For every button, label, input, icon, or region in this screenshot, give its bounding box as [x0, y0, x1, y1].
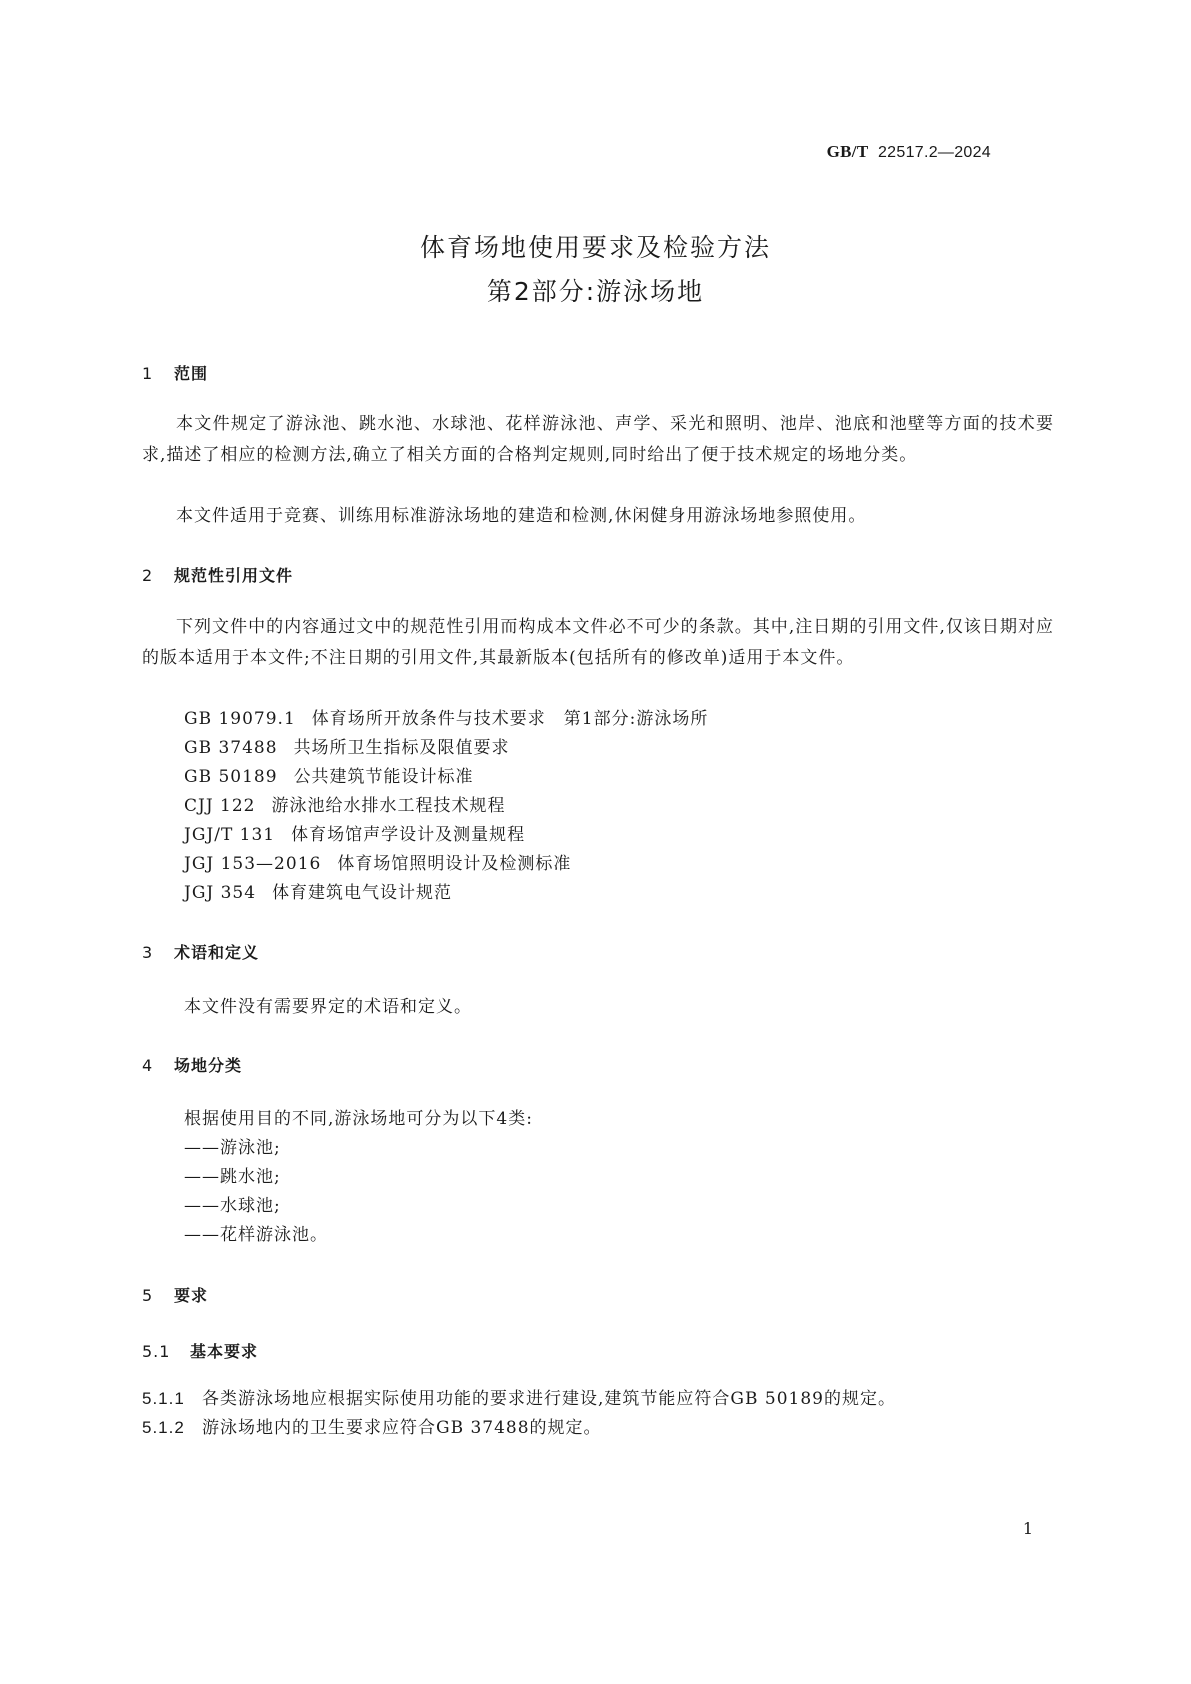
reference-code: JGJ 153—2016	[184, 854, 322, 874]
reference-title: 体育建筑电气设计规范	[272, 883, 453, 903]
clause-text: 游泳场地内的卫生要求应符合GB 37488的规定。	[202, 1418, 602, 1438]
list-item: ——跳水池;	[184, 1167, 281, 1187]
section-title: 场地分类	[174, 1056, 243, 1075]
standard-prefix: GB/T	[826, 142, 869, 161]
section-2-heading	[142, 563, 293, 586]
reference-item	[184, 791, 506, 816]
document-title: 体育场地使用要求及检验方法	[419, 233, 771, 262]
section-title: 范围	[174, 364, 209, 383]
section-number: 5	[142, 1286, 154, 1305]
section-title: 要求	[174, 1286, 209, 1305]
reference-title: 游泳池给水排水工程技术规程	[271, 796, 506, 816]
document-subtitle: 第2部分:游泳场地	[486, 277, 705, 306]
clause-text: 各类游泳场地应根据实际使用功能的要求进行建设,建筑节能应符合GB 50189的规定。	[202, 1389, 896, 1409]
section-title: 规范性引用文件	[174, 566, 294, 585]
section-5-heading	[142, 1283, 208, 1306]
clause-number: 5.1.2	[142, 1418, 185, 1437]
section-2-paragraph: 下列文件中的内容通过文中的规范性引用而构成本文件必不可少的条款。其中,注日期的引用文件,仅该日期对应的版本适用于本文件;不注日期的引用文件,其最新版本(包括所有的修改单)适用于本文件。	[142, 617, 1054, 668]
section-number: 1	[142, 364, 154, 383]
section-4-heading	[142, 1053, 242, 1076]
clause-number: 5.1.1	[142, 1389, 185, 1408]
page-number: 1	[1022, 1519, 1033, 1538]
reference-item	[184, 820, 525, 845]
reference-code: JGJ/T 131	[184, 825, 276, 845]
section-1-heading	[142, 361, 208, 384]
reference-item	[184, 878, 452, 903]
section-3-heading	[142, 940, 259, 963]
section-1-paragraph: 本文件适用于竞赛、训练用标准游泳场地的建造和检测,休闲健身用游泳场地参照使用。	[176, 506, 867, 526]
reference-item	[184, 849, 571, 874]
reference-title: 体育场馆声学设计及测量规程	[291, 825, 526, 845]
reference-item	[184, 762, 474, 787]
reference-code: JGJ 354	[184, 883, 257, 903]
reference-title: 公共建筑节能设计标准	[293, 767, 474, 787]
subsection-5-1-heading	[142, 1339, 258, 1362]
reference-code: GB 37488	[184, 738, 278, 758]
reference-title: 体育场馆照明设计及检测标准	[337, 854, 572, 874]
list-item: ——花样游泳池。	[184, 1225, 328, 1245]
reference-title: 体育场所开放条件与技术要求 第1部分:游泳场所	[311, 709, 709, 729]
section-number: 4	[142, 1056, 154, 1075]
reference-item	[184, 704, 708, 729]
standard-number	[827, 142, 991, 162]
reference-item	[184, 733, 510, 758]
reference-code: CJJ 122	[184, 796, 256, 816]
section-title: 术语和定义	[174, 943, 260, 962]
reference-code: GB 19079.1	[184, 709, 296, 729]
list-item: ——水球池;	[184, 1196, 281, 1216]
standard-code: 22517.2—2024	[877, 144, 991, 161]
list-item: ——游泳池;	[184, 1138, 281, 1158]
section-number: 3	[142, 943, 154, 962]
section-3-paragraph: 本文件没有需要界定的术语和定义。	[184, 997, 472, 1017]
section-1-paragraph: 本文件规定了游泳池、跳水池、水球池、花样游泳池、声学、采光和照明、池岸、池底和池壁等方面的技术要求,描述了相应的检测方法,确立了相关方面的合格判定规则,同时给出了便于技术规定的场地分类。	[142, 414, 1054, 465]
clause	[142, 1384, 896, 1409]
subsection-number: 5.1	[142, 1342, 171, 1361]
section-number: 2	[142, 566, 154, 585]
clause	[142, 1413, 602, 1438]
reference-title: 共场所卫生指标及限值要求	[293, 738, 510, 758]
reference-code: GB 50189	[184, 767, 278, 787]
section-4-intro: 根据使用目的不同,游泳场地可分为以下4类:	[184, 1109, 533, 1129]
subsection-title: 基本要求	[190, 1342, 259, 1361]
